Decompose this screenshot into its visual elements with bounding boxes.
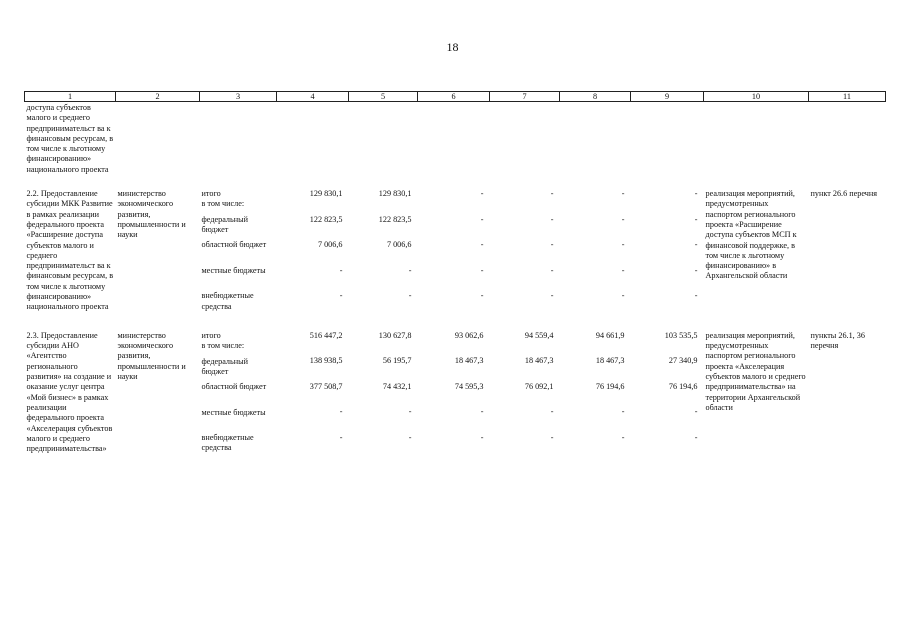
amount-value: 7 006,6 [386,240,412,250]
cell-reference: пункт 26.6 перечня [810,189,878,199]
funding-local-label: местные бюджеты [201,407,266,417]
amount-value: - [550,291,554,301]
amount-value: - [621,240,625,250]
amount-value: 129 830,1 [309,189,343,199]
amount-value: - [480,189,484,199]
amount-value: 130 627,8 [378,330,412,340]
page-number: 18 [446,40,459,54]
cell-amount-year [349,317,418,459]
amount-value: - [550,265,554,275]
amount-value: 93 062,6 [454,330,484,340]
amount-value: 94 661,9 [595,330,625,340]
funding-including-label: в том числе: [201,341,245,351]
cell-amount-year [560,175,631,317]
cell-amount-year [631,175,704,317]
cell-amount-year [418,317,490,459]
amount-value: - [408,407,412,417]
column-header-6: 6 [418,92,490,102]
cell-result: реализация мероприятий, предусмотренных паспортом регионального проекта «Расширение доступа субъектов МСП к финансовой поддержке, в том числе к льготному финансированию» в Архангельской области [705,189,797,281]
cell-reference: пункты 26.1, 36 перечня [810,330,865,351]
amount-value: - [339,291,343,301]
amount-value: 76 194,6 [668,381,698,391]
amount-value: - [694,407,698,417]
column-header-10: 10 [704,92,809,102]
amount-value: - [550,432,554,442]
column-header-2: 2 [116,92,200,102]
amount-value: - [621,214,625,224]
amount-value: - [621,291,625,301]
amount-value: 7 006,6 [317,240,343,250]
funding-regional-label: областной бюджет [201,382,267,392]
amount-value: 122 823,5 [309,214,343,224]
column-header-5: 5 [349,92,418,102]
program-table [24,91,886,459]
amount-value: - [550,407,554,417]
cell-amount-year [490,175,560,317]
column-header-11: 11 [809,92,886,102]
amount-value: 129 830,1 [378,189,412,199]
amount-value: 74 432,1 [382,381,412,391]
funding-regional-label: областной бюджет [201,240,267,250]
cell-event-name: доступа субъектов малого и среднего предпринимательст ва к финансовым ресурсам, в том числе к льготному финансированию» национального проекта [26,103,114,174]
amount-value: 18 467,3 [595,356,625,366]
amount-value: - [550,214,554,224]
cell-event-name: 2.2. Предоставление субсидии МКК Развитие в рамках реализации федерального проекта «Расширение доступа субъектов малого и среднего предпринимательст ва к финансовым ресурсам, в том числе к льготному финансированию» национального проекта [26,189,114,312]
cell-amount-year [631,317,704,459]
table-row [25,317,886,459]
amount-value: - [480,291,484,301]
column-header-4: 4 [277,92,349,102]
amount-value: 94 559,4 [524,330,554,340]
funding-extrabudget-label: внебюджетные средства [201,433,254,453]
amount-value: 138 938,5 [309,356,343,366]
header-row [25,92,886,102]
amount-value: - [339,407,343,417]
column-header-8: 8 [560,92,631,102]
cell-amount-total [277,175,349,317]
funding-including-label: в том числе: [201,199,245,209]
column-header-9: 9 [631,92,704,102]
amount-value: 18 467,3 [524,356,554,366]
amount-value: - [480,214,484,224]
amount-value: - [694,291,698,301]
amount-value: - [408,291,412,301]
amount-value: - [621,407,625,417]
table-row-continuation [25,102,886,176]
funding-total-label: итого [201,330,221,340]
amount-value: - [621,432,625,442]
cell-amount-year [560,317,631,459]
table-row [25,175,886,317]
cell-amount-year [349,175,418,317]
amount-value: - [621,189,625,199]
cell-executor: министерство экономического развития, промышленности и науки [117,189,186,240]
column-header-7: 7 [490,92,560,102]
cell-executor: министерство экономического развития, промышленности и науки [117,330,186,382]
cell-amount-year [490,317,560,459]
amount-value: - [694,214,698,224]
funding-extrabudget-label: внебюджетные средства [201,291,254,311]
amount-value: - [480,432,484,442]
column-header-1: 1 [25,92,116,102]
amount-value: 516 447,2 [309,330,343,340]
funding-federal-label: федеральный бюджет [201,214,249,235]
cell-result: реализация мероприятий, предусмотренных паспортом регионального проекта «Акселерация субъектов малого и среднего предпринимательства» на территории Архангельской области [705,330,806,412]
amount-value: 56 195,7 [382,356,412,366]
amount-value: - [694,240,698,250]
amount-value: - [339,432,343,442]
amount-value: - [408,432,412,442]
amount-value: - [339,265,343,275]
amount-value: 27 340,9 [668,356,698,366]
cell-event-name: 2.3. Предоставление субсидии АНО «Агентство регионального развития» на создание и оказание услуг центра «Мой бизнес» в рамках реализации федерального проекта «Акселерация субъектов малого и среднего предпринимательства» [26,330,113,454]
amount-value: 377 508,7 [309,381,343,391]
amount-value: 122 823,5 [378,214,412,224]
amount-value: - [480,265,484,275]
amount-value: - [621,265,625,275]
amount-value: 76 092,1 [524,381,554,391]
amount-value: - [694,432,698,442]
amount-value: - [408,265,412,275]
cell-funding-sources [200,317,277,459]
funding-federal-label: федеральный бюджет [201,356,249,376]
funding-total-label: итого [201,189,221,199]
amount-value: - [480,240,484,250]
amount-value: - [550,240,554,250]
amount-value: 76 194,6 [595,381,625,391]
amount-value: 103 535,5 [664,330,698,340]
amount-value: - [694,189,698,199]
cell-amount-year [418,175,490,317]
cell-funding-sources [200,175,277,317]
column-header-3: 3 [200,92,277,102]
amount-value: - [694,265,698,275]
amount-value: - [480,407,484,417]
amount-value: 74 595,3 [454,381,484,391]
amount-value: - [550,189,554,199]
amount-value: 18 467,3 [454,356,484,366]
cell-amount-total [277,317,349,459]
funding-local-label: местные бюджеты [201,265,266,275]
